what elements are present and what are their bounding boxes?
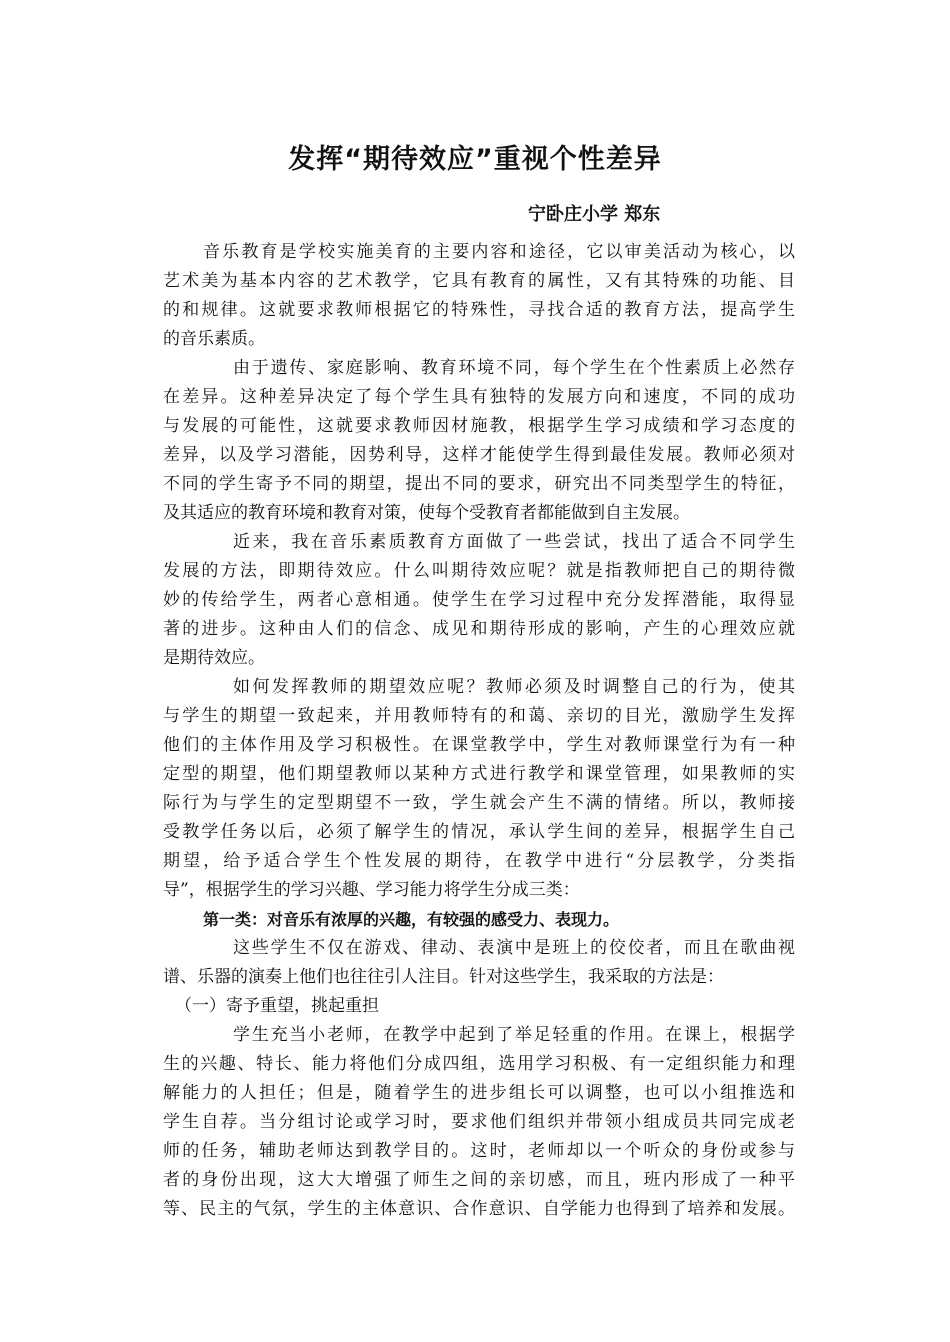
text-line: 这些学生不仅在游戏、律动、表演中是班上的佼佼者，而且在歌曲视 [233, 938, 795, 958]
document-title: 发挥“期待效应”重视个性差异 [288, 144, 662, 175]
text-line: 的和规律。这就要求教师根据它的特殊性，寻找合适的教育方法，提高学生 [163, 300, 795, 320]
text-line: 差异，以及学习潜能，因势利导，这样才能使学生得到最佳发展。教师必须对 [163, 445, 795, 465]
text-line: 师的任务，辅助老师达到教学目的。这时，老师却以一个听众的身份或参与 [163, 1141, 795, 1161]
text-line: 导”，根据学生的学习兴趣、学习能力将学生分成三类： [163, 880, 580, 900]
text-line: 者的身份出现，这大大增强了师生之间的亲切感，而且，班内形成了一种平 [163, 1170, 795, 1190]
text-line: 如何发挥教师的期望效应呢？教师必须及时调整自己的行为，使其 [233, 677, 795, 697]
text-line: 发展的方法，即期待效应。什么叫期待效应呢？就是指教师把自己的期待微 [163, 561, 795, 581]
text-line: 等、民主的气氛，学生的主体意识、合作意识、自学能力也得到了培养和发展。 [163, 1199, 795, 1219]
article-body [163, 238, 795, 1224]
text-line: 音乐教育是学校实施美育的主要内容和途径，它以审美活动为核心，以 [203, 242, 795, 262]
text-line: 妙的传给学生，两者心意相通。使学生在学习过程中充分发挥潜能，取得显 [163, 590, 795, 610]
text-line: 及其适应的教育环境和教育对策，使每个受教育者都能做到自主发展。 [163, 503, 690, 523]
text-line: 与学生的期望一致起来，并用教师特有的和蔼、亲切的目光，激励学生发挥 [163, 706, 795, 726]
text-line: 的音乐素质。 [163, 329, 265, 349]
text-line: 与发展的可能性，这就要求教师因材施教，根据学生学习成绩和学习态度的 [163, 416, 795, 436]
text-line: 他们的主体作用及学习积极性。在课堂教学中，学生对教师课堂行为有一种 [163, 735, 795, 755]
text-line: 是期待效应。 [163, 648, 265, 668]
section-heading: 第一类：对音乐有浓厚的兴趣，有较强的感受力、表现力。 [203, 910, 620, 929]
text-line: 近来，我在音乐素质教育方面做了一些尝试，找出了适合不同学生 [233, 532, 795, 552]
text-line: 定型的期望，他们期望教师以某种方式进行教学和课堂管理，如果教师的实 [163, 764, 795, 784]
text-line: 学生充当小老师，在教学中起到了举足轻重的作用。在课上，根据学 [233, 1025, 795, 1045]
text-line: 解能力的人担任；但是，随着学生的进步组长可以调整，也可以小组推选和 [163, 1083, 795, 1103]
author-byline: 宁卧庄小学 郑东 [528, 204, 661, 225]
text-line: 在差异。这种差异决定了每个学生具有独特的发展方向和速度，不同的成功 [163, 387, 795, 407]
text-line: 生的兴趣、特长、能力将他们分成四组，选用学习积极、有一定组织能力和理 [163, 1054, 795, 1074]
text-line: 由于遗传、家庭影响、教育环境不同，每个学生在个性素质上必然存 [233, 358, 795, 378]
text-line: 期望，给予适合学生个性发展的期待，在教学中进行“分层教学，分类指 [163, 851, 795, 871]
text-line: 不同的学生寄予不同的期望，提出不同的要求，研究出不同类型学生的特征， [163, 474, 795, 494]
text-line: 谱、乐器的演奏上他们也往往引人注目。针对这些学生，我采取的方法是： [163, 967, 724, 987]
subsection-heading: （一）寄予重望，挑起重担 [175, 996, 379, 1016]
text-line: 艺术美为基本内容的艺术教学，它具有教育的属性，又有其特殊的功能、目 [163, 271, 795, 291]
text-line: 学生自荐。当分组讨论或学习时，要求他们组织并带领小组成员共同完成老 [163, 1112, 795, 1132]
text-line: 受教学任务以后，必须了解学生的情况，承认学生间的差异，根据学生自己 [163, 822, 795, 842]
text-line: 际行为与学生的定型期望不一致，学生就会产生不满的情绪。所以，教师接 [163, 793, 795, 813]
text-line: 著的进步。这种由人们的信念、成见和期待形成的影响，产生的心理效应就 [163, 619, 795, 639]
